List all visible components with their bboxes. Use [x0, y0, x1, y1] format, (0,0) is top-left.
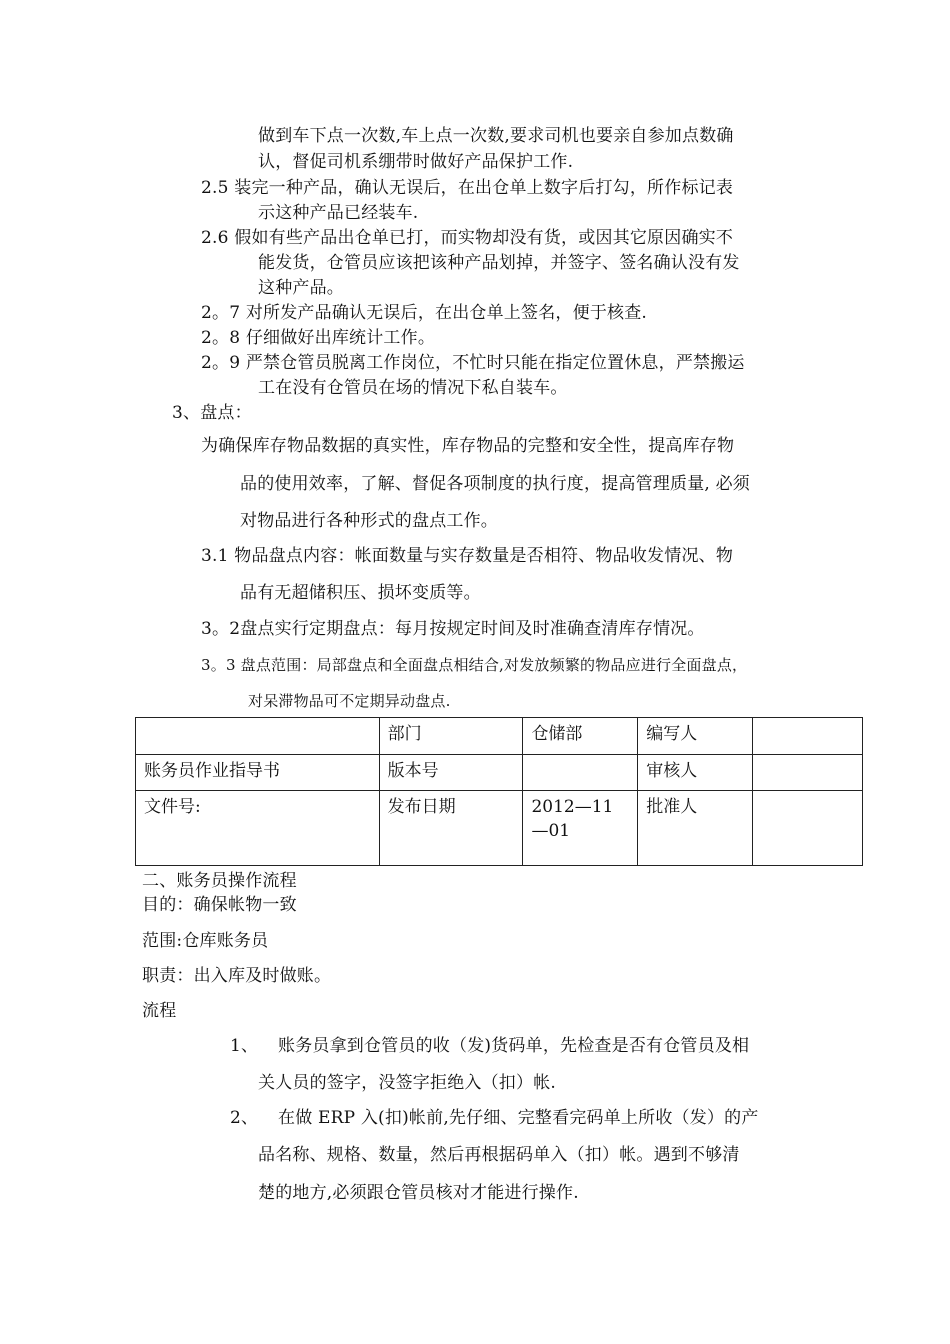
step-2-line: 在做 ERP 入(扣)帐前,先仔细、完整看完码单上所收（发）的产 [278, 1108, 759, 1128]
paragraph-line: 品的使用效率，了解、督促各项制度的执行度，提高管理质量, 必须 [240, 474, 751, 494]
step-1-line: 关人员的签字，没签字拒绝入（扣）帐. [258, 1073, 557, 1093]
list-item-3-2: 3。2盘点实行定期盘点：每月按规定时间及时准确查清库存情况。 [201, 619, 705, 639]
table-cell [136, 718, 380, 755]
paragraph-line: 认，督促司机系绷带时做好产品保护工作. [258, 152, 574, 172]
list-item-2-9: 2。9 严禁仓管员脱离工作岗位，不忙时只能在指定位置休息，严禁搬运 [201, 353, 745, 373]
table-cell: 批准人 [638, 791, 753, 866]
table-cell: 账务员作业指导书 [136, 755, 380, 791]
list-item-3-1: 3.1 物品盘点内容：帐面数量与实存数量是否相符、物品收发情况、物 [201, 546, 734, 566]
paragraph-line: 做到车下点一次数,车上点一次数,要求司机也要亲自参加点数确 [258, 126, 734, 146]
paragraph-line: 示这种产品已经装车. [258, 203, 419, 223]
list-item-2-7: 2。7 对所发产品确认无误后，在出仓单上签名，便于核查. [201, 303, 648, 323]
step-number: 1、 [230, 1036, 259, 1056]
table-cell: 2012—11—01 [523, 791, 638, 866]
paragraph-line: 为确保库存物品数据的真实性，库存物品的完整和安全性，提高库存物 [201, 436, 735, 456]
table-cell: 版本号 [379, 755, 523, 791]
table-cell [753, 755, 863, 791]
step-1-line: 账务员拿到仓管员的收（发)货码单，先检查是否有仓管员及相 [278, 1036, 750, 1056]
paragraph-line: 能发货，仓管员应该把该种产品划掉，并签字、签名确认没有发 [258, 253, 740, 273]
scope-line: 范围:仓库账务员 [142, 931, 269, 951]
paragraph-line: 对呆滞物品可不定期异动盘点. [248, 692, 451, 710]
document-info-table [135, 717, 863, 866]
step-number: 2、 [230, 1108, 259, 1128]
section-heading-3: 3、盘点： [172, 403, 252, 423]
table-cell [753, 791, 863, 866]
table-cell [753, 718, 863, 755]
duty-line: 职责：出入库及时做账。 [142, 966, 332, 986]
table-cell: 仓储部 [523, 718, 638, 755]
list-item-3-3: 3。3 盘点范围：局部盘点和全面盘点相结合,对发放频繁的物品应进行全面盘点， [201, 656, 748, 674]
list-item-2-5: 2.5 装完一种产品，确认无误后，在出仓单上数字后打勾，所作标记表 [201, 178, 734, 198]
list-item-2-6: 2.6 假如有些产品出仓单已打，而实物却没有货，或因其它原因确实不 [201, 228, 734, 248]
step-2-line: 品名称、规格、数量，然后再根据码单入（扣）帐。遇到不够清 [258, 1145, 740, 1165]
flow-label: 流程 [142, 1001, 177, 1021]
table-row [136, 718, 863, 755]
table-cell: 部门 [379, 718, 523, 755]
table-cell: 编写人 [638, 718, 753, 755]
table-row [136, 755, 863, 791]
table-row [136, 791, 863, 866]
purpose-line: 目的：确保帐物一致 [142, 895, 297, 915]
step-2-line: 楚的地方,必须跟仓管员核对才能进行操作. [258, 1183, 579, 1203]
table-cell: 发布日期 [379, 791, 523, 866]
table-cell: 审核人 [638, 755, 753, 791]
paragraph-line: 工在没有仓管员在场的情况下私自装车。 [258, 378, 568, 398]
list-item-2-8: 2。8 仔细做好出库统计工作。 [201, 328, 436, 348]
paragraph-line: 这种产品。 [258, 278, 344, 298]
paragraph-line: 品有无超储积压、损坏变质等。 [240, 583, 481, 603]
table-cell [523, 755, 638, 791]
section-heading-part2: 二、账务员操作流程 [142, 871, 297, 891]
paragraph-line: 对物品进行各种形式的盘点工作。 [240, 511, 498, 531]
table-cell: 文件号: [136, 791, 380, 866]
